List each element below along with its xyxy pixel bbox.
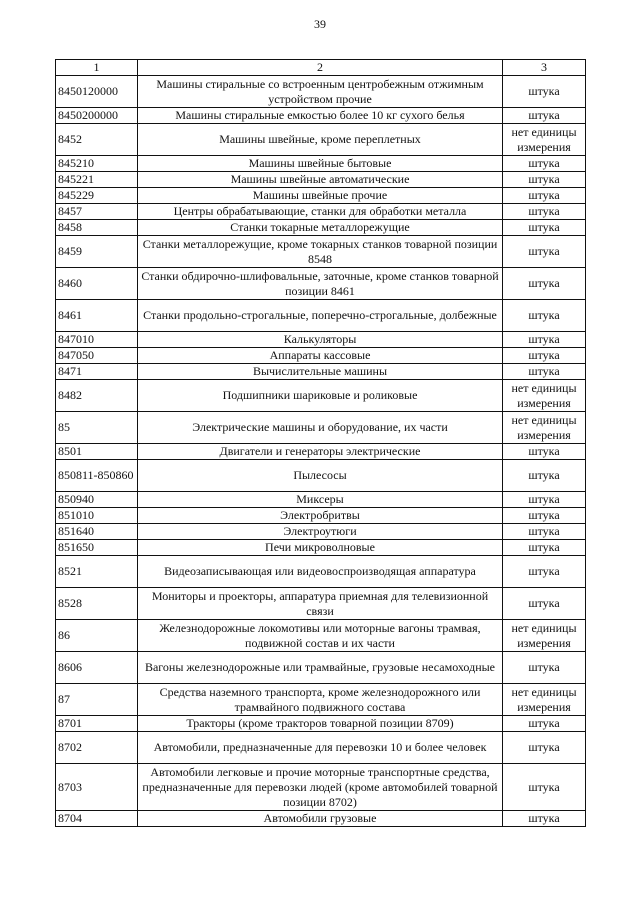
table-row [56,508,586,524]
unit-cell: штука [503,172,586,188]
unit-cell: штука [503,204,586,220]
name-cell: Электробритвы [138,508,503,524]
unit-cell: штука [503,220,586,236]
table-row [56,236,586,268]
table-row [56,684,586,716]
table-row [56,492,586,508]
unit-cell: штука [503,556,586,588]
unit-cell: штука [503,588,586,620]
name-cell: Подшипники шариковые и роликовые [138,380,503,412]
code-cell: 8458 [56,220,138,236]
code-cell: 8704 [56,811,138,827]
table-row [56,540,586,556]
name-cell: Машины швейные, кроме переплетных [138,124,503,156]
unit-cell: штука [503,524,586,540]
name-cell: Электроутюги [138,524,503,540]
page-number: 39 [314,17,326,31]
name-cell: Станки продольно-строгальные, поперечно-строгальные, долбежные [138,300,503,332]
code-cell: 8703 [56,764,138,811]
table-row [56,268,586,300]
column-header-code: 1 [56,60,138,76]
code-cell: 85 [56,412,138,444]
table-row [56,380,586,412]
code-cell: 8521 [56,556,138,588]
table-row [56,556,586,588]
name-cell: Двигатели и генераторы электрические [138,444,503,460]
table-row [56,412,586,444]
code-cell: 850811-850860 [56,460,138,492]
unit-cell: штука [503,300,586,332]
table-row [56,364,586,380]
name-cell: Автомобили, предназначенные для перевозки 10 и более человек [138,732,503,764]
code-cell: 851010 [56,508,138,524]
code-cell: 851640 [56,524,138,540]
name-cell: Станки обдирочно-шлифовальные, заточные, кроме станков товарной позиции 8461 [138,268,503,300]
name-cell: Миксеры [138,492,503,508]
name-cell: Автомобили легковые и прочие моторные транспортные средства, предназначенные для перевозки людей (кроме автомобилей товарной позиции 8702) [138,764,503,811]
table-row [56,300,586,332]
table-header-row [56,60,586,76]
name-cell: Машины стиральные емкостью более 10 кг сухого белья [138,108,503,124]
code-cell: 87 [56,684,138,716]
unit-cell: штука [503,508,586,524]
table-row [56,76,586,108]
code-cell: 845229 [56,188,138,204]
table-row [56,811,586,827]
name-cell: Машины швейные прочие [138,188,503,204]
code-cell: 8501 [56,444,138,460]
name-cell: Тракторы (кроме тракторов товарной позиции 8709) [138,716,503,732]
name-cell: Мониторы и проекторы, аппаратура приемная для телевизионной связи [138,588,503,620]
name-cell: Электрические машины и оборудование, их части [138,412,503,444]
table-row [56,588,586,620]
table-row [56,172,586,188]
name-cell: Центры обрабатывающие, станки для обработки металла [138,204,503,220]
code-cell: 86 [56,620,138,652]
unit-cell: штука [503,156,586,172]
unit-cell: штука [503,348,586,364]
name-cell: Вычислительные машины [138,364,503,380]
name-cell: Станки токарные металлорежущие [138,220,503,236]
unit-cell: штука [503,716,586,732]
code-cell: 845210 [56,156,138,172]
code-cell: 8606 [56,652,138,684]
unit-cell: штука [503,732,586,764]
code-cell: 8457 [56,204,138,220]
unit-cell: штука [503,444,586,460]
code-cell: 8450200000 [56,108,138,124]
code-cell: 8452 [56,124,138,156]
code-cell: 8702 [56,732,138,764]
name-cell: Видеозаписывающая или видеовоспроизводящая аппаратура [138,556,503,588]
table-row [56,716,586,732]
unit-cell: нет единицы измерения [503,380,586,412]
name-cell: Печи микроволновые [138,540,503,556]
name-cell: Станки металлорежущие, кроме токарных станков товарной позиции 8548 [138,236,503,268]
table-row [56,124,586,156]
unit-cell: штука [503,540,586,556]
name-cell: Машины стиральные со встроенным центробежным отжимным устройством прочие [138,76,503,108]
table-row [56,220,586,236]
unit-cell: штука [503,268,586,300]
name-cell: Калькуляторы [138,332,503,348]
table-row [56,332,586,348]
table-row [56,156,586,172]
unit-cell: штука [503,460,586,492]
commodity-code-table [55,59,586,827]
code-cell: 847010 [56,332,138,348]
code-cell: 847050 [56,348,138,364]
name-cell: Автомобили грузовые [138,811,503,827]
unit-cell: нет единицы измерения [503,684,586,716]
code-cell: 850940 [56,492,138,508]
table-row [56,444,586,460]
unit-cell: штука [503,364,586,380]
table-row [56,652,586,684]
unit-cell: штука [503,652,586,684]
code-cell: 845221 [56,172,138,188]
table-row [56,524,586,540]
table-row [56,732,586,764]
unit-cell: нет единицы измерения [503,620,586,652]
code-cell: 8701 [56,716,138,732]
table-row [56,204,586,220]
table-row [56,188,586,204]
unit-cell: штука [503,76,586,108]
unit-cell: штука [503,811,586,827]
table-row [56,460,586,492]
unit-cell: штука [503,492,586,508]
column-header-name: 2 [138,60,503,76]
table-row [56,764,586,811]
table-row [56,108,586,124]
code-cell: 8461 [56,300,138,332]
code-cell: 8471 [56,364,138,380]
unit-cell: штука [503,188,586,204]
column-header-unit: 3 [503,60,586,76]
unit-cell: штука [503,108,586,124]
unit-cell: штука [503,764,586,811]
code-cell: 8482 [56,380,138,412]
code-cell: 8459 [56,236,138,268]
name-cell: Машины швейные бытовые [138,156,503,172]
table-row [56,620,586,652]
code-cell: 8528 [56,588,138,620]
unit-cell: нет единицы измерения [503,412,586,444]
name-cell: Железнодорожные локомотивы или моторные вагоны трамвая, подвижной состав и их части [138,620,503,652]
name-cell: Пылесосы [138,460,503,492]
name-cell: Машины швейные автоматические [138,172,503,188]
code-cell: 8460 [56,268,138,300]
table-row [56,348,586,364]
unit-cell: штука [503,332,586,348]
code-cell: 8450120000 [56,76,138,108]
name-cell: Вагоны железнодорожные или трамвайные, грузовые несамоходные [138,652,503,684]
unit-cell: нет единицы измерения [503,124,586,156]
code-cell: 851650 [56,540,138,556]
name-cell: Средства наземного транспорта, кроме железнодорожного или трамвайного подвижного состава [138,684,503,716]
unit-cell: штука [503,236,586,268]
name-cell: Аппараты кассовые [138,348,503,364]
